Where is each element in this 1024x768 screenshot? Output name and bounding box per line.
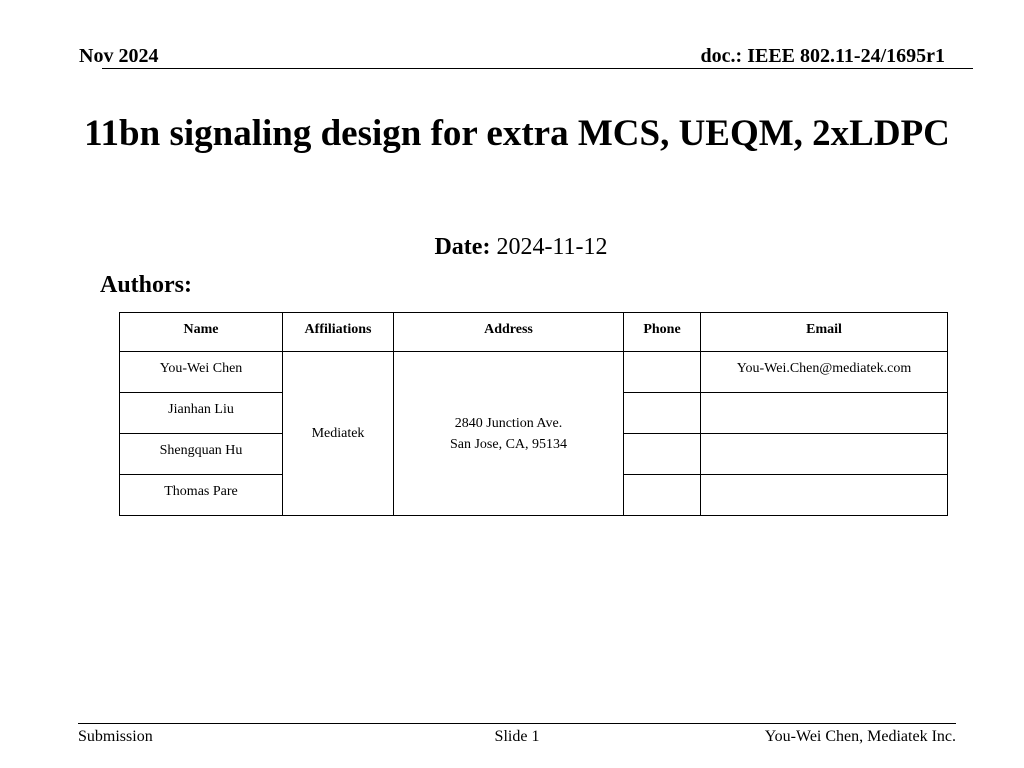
author-name: You-Wei Chen [120, 352, 283, 393]
author-email [701, 434, 948, 475]
author-name: Shengquan Hu [120, 434, 283, 475]
author-phone [624, 475, 701, 516]
date-label: Date: [434, 234, 491, 260]
author-phone [624, 352, 701, 393]
address-line: 2840 Junction Ave. [454, 415, 563, 431]
authors-heading: Authors: [100, 272, 193, 298]
author-phone [624, 434, 701, 475]
header-divider [102, 68, 973, 69]
author-email [701, 475, 948, 516]
author-email: You-Wei.Chen@mediatek.com [701, 352, 948, 393]
footer-divider [78, 723, 956, 724]
author-name: Thomas Pare [120, 475, 283, 516]
author-name: Jianhan Liu [120, 393, 283, 434]
column-header-affiliations: Affiliations [283, 313, 394, 352]
footer-author: You-Wei Chen, Mediatek Inc. [764, 728, 956, 745]
column-header-email: Email [701, 313, 948, 352]
author-email [701, 393, 948, 434]
footer-submission: Submission [78, 728, 153, 745]
address-line: San Jose, CA, 95134 [449, 436, 568, 452]
date-value: 2024-11-12 [490, 234, 608, 260]
date-line [0, 232, 1024, 262]
authors-table [119, 312, 948, 516]
column-header-address: Address [394, 313, 624, 352]
slide-title: 11bn signaling design for extra MCS, UEQM, 2xLDPC [84, 113, 950, 154]
author-phone [624, 393, 701, 434]
table-header-row [120, 313, 948, 352]
footer-slide-number: Slide 1 [494, 728, 540, 745]
column-header-name: Name [120, 313, 283, 352]
column-header-phone: Phone [624, 313, 701, 352]
author-address [394, 352, 624, 516]
header-date: Nov 2024 [79, 45, 159, 67]
table-row [120, 352, 948, 393]
header-doc-id: doc.: IEEE 802.11-24/1695r1 [700, 45, 945, 67]
author-affiliation: Mediatek [283, 352, 394, 516]
